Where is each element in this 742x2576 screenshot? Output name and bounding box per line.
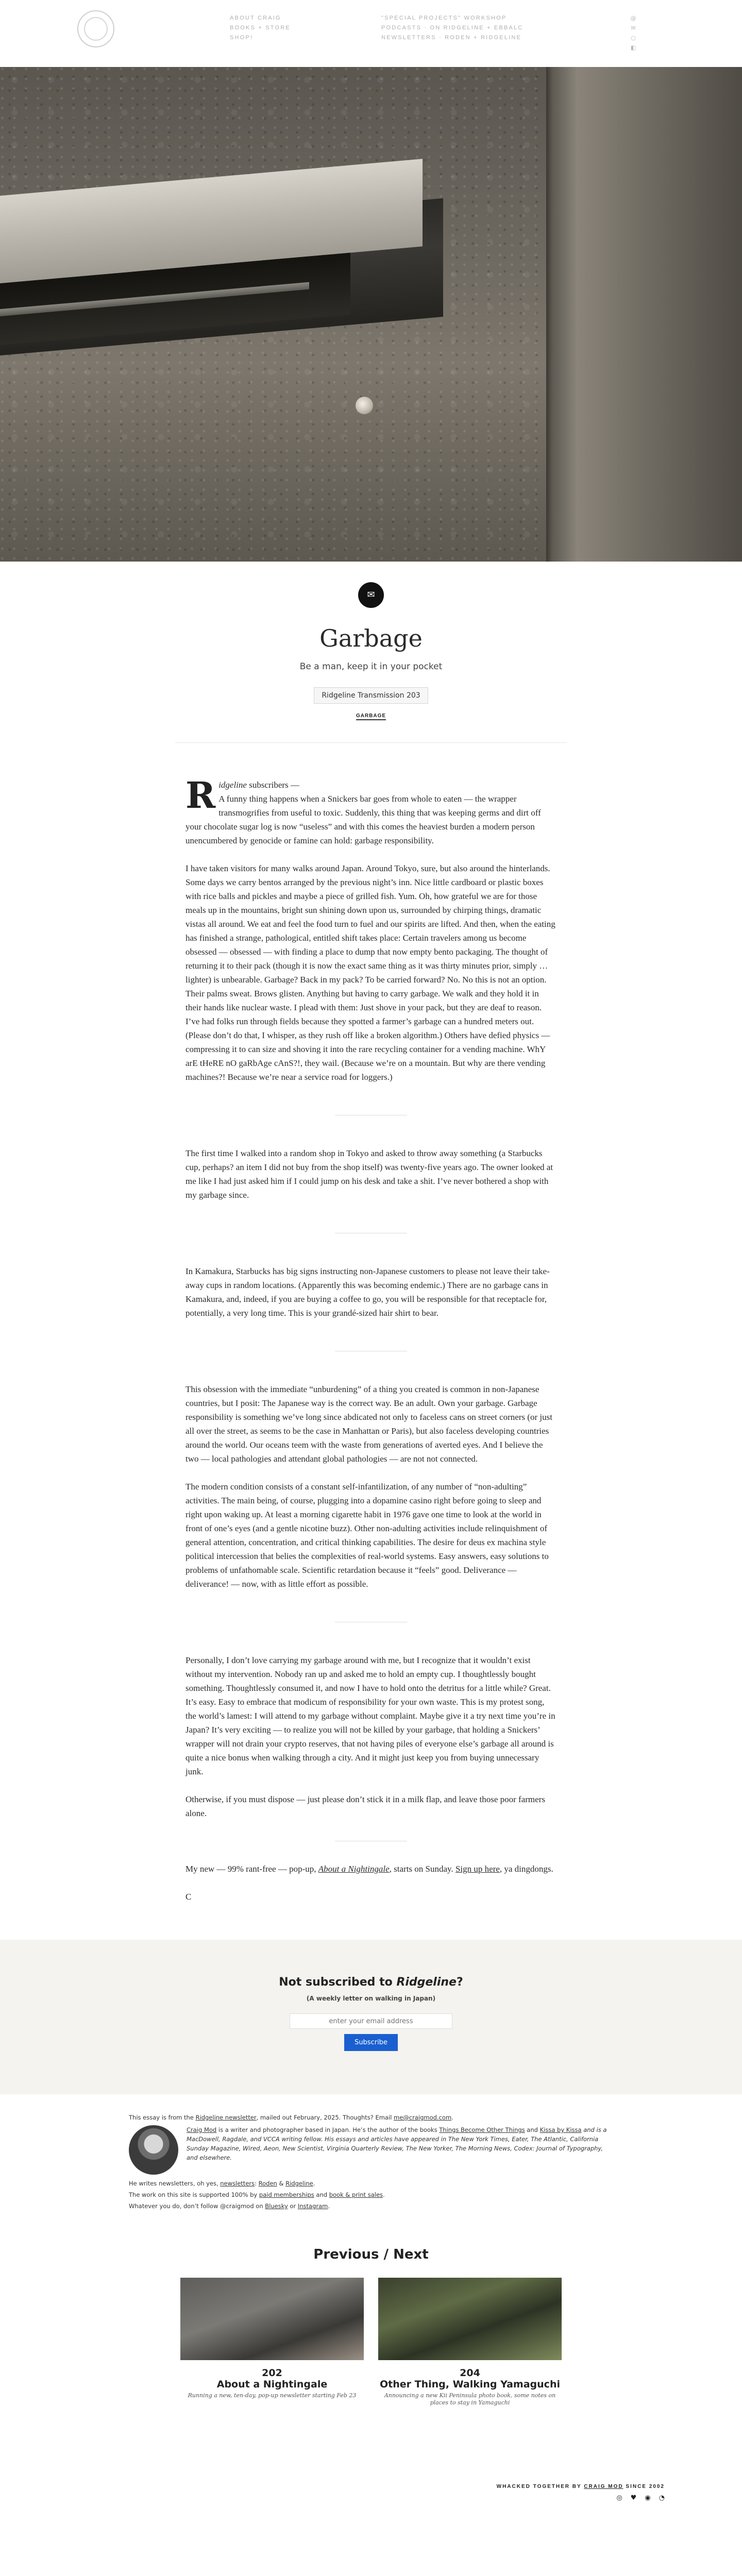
bluesky-link[interactable]: Bluesky [265,2202,288,2210]
nav-secondary [381,13,523,43]
article-title: Garbage [319,624,423,652]
footer-social-icons [616,2494,665,2502]
instagram-icon[interactable]: ◎ [616,2494,622,2502]
book-things-link[interactable]: Things Become Other Things [439,2126,525,2133]
previous-card-image[interactable] [180,2278,364,2360]
social-links [630,13,637,53]
bio-text: Craig Mod is a writer and photographer based in Japan. He’s the author of the books Things Become Other Things and Kissa by Kissa and is a MacDowell, Ragdale, and VCCA writing fellow. His essays and articles have appeared in The New York Times, Eater, The Atlantic, California Sunday Magazine, Wired, Aeon, New Scientist, Virginia Quarterly Review, The New Yorker, The Morning News, Codex: Journal of Typography, and elsewhere. [187,2126,607,2161]
site-footer [0,2406,742,2576]
newsletters-link[interactable]: newsletters [220,2180,255,2187]
header-divider [175,742,567,743]
nav-about-link[interactable]: ABOUT CRAIG [230,15,281,21]
instagram-link[interactable]: Instagram [297,2202,328,2210]
article-tag[interactable]: GARBAGE [0,713,742,719]
footer-author-link[interactable]: CRAIG MOD [584,2484,623,2489]
ridgeline-link-bio[interactable]: Ridgeline [285,2180,313,2187]
camera-icon[interactable]: ◉ [645,2494,651,2502]
paragraph-7: Personally, I don’t love carrying my garbage around with me, but I recognize that it wouldn’t exist without my intervention. Nobody ran up and asked me to hold an empty cup. I thoughtlessly bought something. Thoughtlessly consumed it, and now I have to hold onto the detritus for a little while? Great. It’s easy. Easy to embrace that modicum of responsibility for your own waste. This is my protest song, the world’s lamest: I will attend to my garbage without complaint. Maybe give it a try next time you’re in Japan? It’s very exciting — to realize you will not be killed by your garbage, that holding a Snickers’ wrapper will not drain your crypto reserves, that not having piles of everyone else’s garbage all around is quite a nice bonus when walking through a city. And it might just keep you from buying unnecessary junk. [185,1655,555,1776]
at-icon[interactable]: @ [630,15,636,22]
previous-next-title: Previous / Next [313,2247,429,2262]
rss-icon[interactable]: ◧ [630,44,636,51]
article-subtitle: Be a man, keep it in your pocket [299,662,443,672]
email-link[interactable]: me@craigmod.com [394,2114,452,2121]
transmission-badge[interactable]: Ridgeline Transmission 203 [314,687,428,704]
drop-cap: R [185,774,216,817]
subscribe-button[interactable]: Subscribe [344,2034,398,2051]
newsletter-icon: ✉ [358,582,384,608]
paragraph-1: A funny thing happens when a Snickers bar goes from whole to eaten — the wrapper transmogrifies from useful to toxic. Suddenly, this thing that was keeping germs and dirt off your chocolate sugar log is now “useless” and with this comes the heaviest burden a modern person unencumbered by genocide or famine can hold: garbage responsibility. [185,794,541,845]
book-print-sales-link[interactable]: book & print sales [329,2191,383,2198]
nav-workshop-link[interactable]: "SPECIAL PROJECTS" WORKSHOP [381,15,507,21]
paragraph-8: Otherwise, if you must dispose — just please don’t stick it in a milk flap, and leave those poor farmers alone. [185,1794,545,1818]
previous-next-grid [180,2278,562,2406]
next-card-description: Announcing a new Kii Peninsula photo book, some notes on places to stay in Yamaguchi [384,2392,556,2406]
article-header [0,562,742,743]
ridgeline-newsletter-link[interactable]: Ridgeline newsletter [195,2114,257,2121]
subscribe-section [0,1940,742,2094]
previous-card[interactable] [180,2278,364,2406]
previous-card-description: Running a new, ten-day, pop-up newsletter starting Feb 23 [188,2392,357,2399]
footer-credit: WHACKED TOGETHER BY CRAIG MOD SINCE 2002 [496,2484,665,2489]
previous-card-title[interactable]: About a Nightingale [216,2379,328,2390]
article-body [185,774,556,1904]
memberships-link[interactable]: paid memberships [259,2191,314,2198]
newsletters-line: He writes newsletters, oh yes, newsletters: Roden & Ridgeline. [129,2180,315,2187]
next-card[interactable] [378,2278,562,2406]
signup-link[interactable]: Sign up here [455,1864,500,1874]
paragraph-4: In Kamakura, Starbucks has big signs instructing non-Japanese customers to please not leave their take-away cups in random locations. (Apparently this was becoming endemic.) There are no garbage cans in Kamakura, and, indeed, if you are buying a coffee to go, you will be responsible for that receptacle for, potentially, a very long time. This is your grandé-sized hair shirt to bear. [185,1266,550,1318]
site-header [0,0,742,67]
nav-newsletters-link[interactable]: NEWSLETTERS · RODEN + RIDGELINE [381,35,522,41]
signoff: C [185,1892,192,1902]
hero-wall-right [546,67,742,562]
paragraph-2: I have taken visitors for many walks around Japan. Around Tokyo, sure, but also around the hinterlands. Some days we carry bentos arranged by the previous night’s inn. Nice little cardboard or plastic boxes with rice balls and pickles and maybe a piece of grilled fish. Yum. Oh, how grateful we are for those meals up in the mountains, bright sun shining down upon us, surrounded by chirping things, dramatic vistas all around. We eat and feel the food turn to fuel and our spirits are lifted. And then, when the eating has finished a strange, pathological, entitled shift takes place: Certain travelers among us become obsessed — obsessed — with finding a place to dump that now empty bento packaging. The thought of returning it to their pack (though it is now the exact same thing as it was thirty minutes prior, simply … lighter) is unbearable. Garbage? Back in my pack? To be carried forward? No. No this is not an option. Their palms sweat. Brows glisten. Anything but having to carry garbage. We walk and they hold it in their hands like nuclear waste. I plead with them: Just shove in your pack, but they are deaf to reason. I’ve had folks run through fields because they spotted a farmer’s garbage can a hundred meters out. (Please don’t do that, I whisper, as they rush off like a broken algorithm.) Others have defied physics — compressing it to can size and shoving it into the rare recycling container for a vending machine. WhY arE tHeRE nO gaRbAge cAnS?!, they wail. (Because we’re on a mountain. But why are there vending machines?! Because we’re near a service road for loggers.) [185,863,555,1082]
circle-icon[interactable]: ○ [631,35,636,41]
nightingale-link[interactable]: About a Nightingale [318,1864,390,1874]
subscribe-note: (A weekly letter on walking in Japan) [306,1995,436,2002]
roden-link[interactable]: Roden [258,2180,277,2187]
paragraph-9: My new — 99% rant-free — pop-up, About a Nightingale, starts on Sunday. Sign up here, ya dingdongs. [185,1864,553,1874]
follow-line: Whatever you do, don’t follow @craigmod on Bluesky or Instagram. [129,2202,330,2210]
paragraph-3: The first time I walked into a random shop in Tokyo and asked to throw away something (a Starbucks cup, perhaps? an item I did not buy from the shop itself) was twenty-five years ago. The owner looked at me like I had just asked him if I could jump on his desk and take a shit. I’ve never bothered a shop with my garbage since. [185,1148,553,1200]
nav-shop-link[interactable]: SHOP! [230,35,254,41]
next-card-number: 204 [460,2367,480,2379]
nav-podcasts-link[interactable]: PODCASTS · ON RIDGELINE + EBBALC [381,25,524,31]
author-bio [129,2113,613,2211]
greeting-paragraph: Ridgeline subscribers — A funny thing happens when a Snickers bar goes from whole to eaten — the wrapper transmogrifies from useful to toxic. Suddenly, this thing that was keeping germs and dirt off your chocolate sugar log is now “useless” and with this comes the heaviest burden a modern person unencumbered by genocide or famine can hold: garbage responsibility. [185,774,541,845]
rss-icon[interactable]: ◔ [659,2494,665,2502]
previous-card-number: 202 [262,2367,282,2379]
hero-mail-slot-knob [356,397,373,414]
book-kissa-link[interactable]: Kissa by Kissa [539,2126,582,2133]
ridgeline-link[interactable]: idgeline [218,780,247,790]
email-input[interactable] [290,2013,452,2029]
mail-icon[interactable]: ✉ [631,25,636,31]
next-card-title[interactable]: Other Thing, Walking Yamaguchi [380,2379,560,2390]
nav-primary [230,13,291,43]
author-name-link[interactable]: Craig Mod [187,2126,217,2133]
site-logo[interactable] [77,10,114,47]
author-avatar [129,2125,178,2175]
paragraph-5: This obsession with the immediate “unburdening” of a thing you created is common in non-Japanese countries, but I posit: The Japanese way is the correct way. Be an adult. Own your garbage. Garbage responsibility is something we’ve long since abdicated not only to faceless cans on street corners (or just all over the street, as seems to be the case in Manhattan or Paris), but also faceless developing countries around the world. Our oceans teem with the waste from generations of averted eyes. And I believe the two — local pathologies and attendant global pathologies — are not not connected. [185,1384,552,1464]
nav-books-link[interactable]: BOOKS + STORE [230,25,291,31]
logo-mark-icon [84,17,108,41]
bio-row [129,2125,613,2175]
previous-next-section [0,2247,742,2406]
paragraph-6: The modern condition consists of a constant self-infantilization, of any number of “non-adulting” activities. The main being, of course, plugging into a dopamine casino right before going to sleep and right upon waking up. At least a morning cigarette habit in 1976 gave one time to look at the world in front of one’s eyes (and a gentle nicotine buzz). Other non-adulting activities include relinquishment of general attention, concentration, and critical thinking capabilities. The desire for deus ex machina style political intercession that belies the complexities of real-world systems. Easy answers, easy solutions to problems of unfathomable scale. Scientific retardation because it “feels” good. Deliverance — deliverance! — now, with as little effort as possible. [185,1482,549,1589]
essay-source-line: This essay is from the Ridgeline newsletter, mailed out February, 2025. Thoughts? Email me@craigmod.com. [129,2114,453,2121]
hero-image [0,67,742,562]
support-line: The work on this site is supported 100% by paid memberships and book & print sales. [129,2191,385,2198]
bluesky-icon[interactable]: ♥ [630,2494,637,2502]
next-card-image[interactable] [378,2278,562,2360]
subscribe-title: Not subscribed to Ridgeline? [279,1976,463,1989]
